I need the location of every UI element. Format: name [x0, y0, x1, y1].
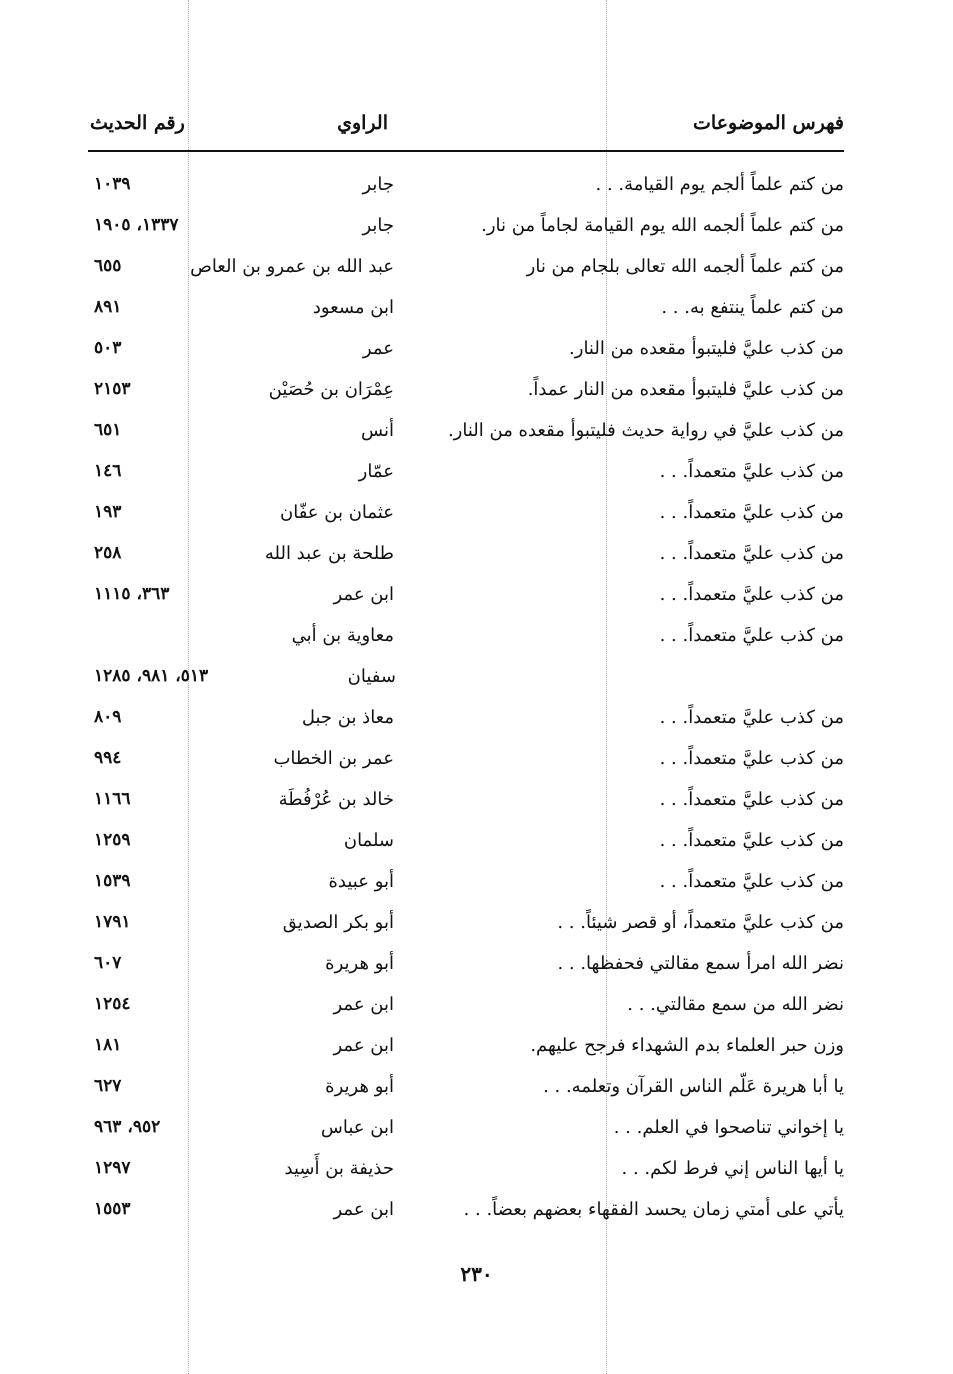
narrator-cell: جابر	[362, 215, 394, 236]
hadith-number-cell: ٢٥٨	[94, 543, 122, 563]
table-row	[88, 785, 844, 826]
hadith-number-cell: ٥١٣، ٩٨١، ١٢٨٥	[94, 666, 209, 686]
table-row	[88, 990, 844, 1031]
table-row	[88, 1113, 844, 1154]
table-row	[88, 703, 844, 744]
topic-cell: من كذب عليَّ فليتبوأ مقعده من النار.	[569, 338, 844, 359]
table-row	[88, 539, 844, 580]
narrator-cell: عمر	[362, 338, 394, 359]
narrator-cell: ابن عباس	[320, 1117, 394, 1138]
topic-cell: من كذب عليَّ متعمداً. . .	[659, 871, 844, 892]
hadith-number-cell: ١٤٦	[94, 461, 122, 481]
topic-cell: من كذب عليَّ في رواية حديث فليتبوأ مقعده من النار.	[447, 420, 844, 441]
table-row	[88, 1031, 844, 1072]
hadith-number-cell: ٦٢٧	[94, 1076, 122, 1096]
topic-cell: من كذب عليَّ متعمداً. . .	[659, 543, 844, 564]
narrator-cell: ابن مسعود	[312, 297, 394, 318]
hadith-number-cell: ٩٥٢، ٩٦٣	[94, 1117, 161, 1137]
hadith-number-cell: ٦٥٥	[94, 256, 122, 276]
narrator-cell: ابن عمر	[333, 994, 394, 1015]
table-row	[88, 867, 844, 908]
page-number: ٢٣٠	[460, 1262, 493, 1286]
table-row	[88, 375, 844, 416]
hadith-number-cell: ٥٠٣	[94, 338, 122, 358]
narrator-cell: ابن عمر	[333, 1035, 394, 1056]
topic-cell: من كذب عليَّ فليتبوأ مقعده من النار عمداً.	[527, 379, 844, 400]
hadith-number-cell: ٦٥١	[94, 420, 122, 440]
topic-cell: من كذب عليَّ متعمداً. . .	[659, 830, 844, 851]
header-topic: فهرس الموضوعات	[693, 112, 844, 134]
table-row	[88, 826, 844, 867]
hadith-number-cell: ١٨١	[94, 1035, 122, 1055]
hadith-number-cell: ١٢٥٩	[94, 830, 131, 850]
narrator-cell: ابن عمر	[333, 1199, 394, 1220]
narrator-cell: أبو بكر الصديق	[282, 912, 394, 933]
topic-cell: من كذب عليَّ متعمداً. . .	[659, 625, 844, 646]
hadith-number-cell: ١٥٥٣	[94, 1199, 131, 1219]
narrator-cell: أبو هريرة	[325, 953, 394, 974]
table-row	[88, 1195, 844, 1236]
narrator-cell: سلمان	[343, 830, 394, 851]
hadith-number-cell: ١٠٣٩	[94, 174, 131, 194]
topic-cell: من كذب عليَّ متعمداً، أو قصر شيئاً. . .	[557, 912, 844, 933]
topic-cell: من كذب عليَّ متعمداً. . .	[659, 461, 844, 482]
narrator-cell: عمر بن الخطاب	[273, 748, 394, 769]
narrator-cell: عبد الله بن عمرو بن العاص	[190, 256, 394, 277]
narrator-cell: جابر	[362, 174, 394, 195]
topic-cell: يا أبا هريرة عَلّم الناس القرآن وتعلمه. . .	[543, 1076, 844, 1097]
table-row	[88, 744, 844, 785]
hadith-number-cell: ١٥٣٩	[94, 871, 131, 891]
topic-cell: من كذب عليَّ متعمداً. . .	[659, 707, 844, 728]
narrator-cell: عثمان بن عفّان	[280, 502, 394, 523]
hadith-number-cell: ١٩٣	[94, 502, 122, 522]
hadith-number-cell: ٨٩١	[94, 297, 122, 317]
topic-cell: من كذب عليَّ متعمداً. . .	[659, 748, 844, 769]
topic-cell: من كتم علماً ألجم يوم القيامة. . .	[595, 174, 844, 195]
table-row	[88, 580, 844, 621]
hadith-number-cell: ١٧٩١	[94, 912, 131, 932]
topic-cell: من كتم علماً ينتفع به. . .	[661, 297, 844, 318]
topic-cell: وزن حبر العلماء بدم الشهداء فرجح عليهم.	[530, 1035, 844, 1056]
narrator-cell: معاذ بن جبل	[301, 707, 394, 728]
table-row	[88, 498, 844, 539]
header-hadith-number: رقم الحديث	[90, 112, 185, 134]
narrator-cell: طلحة بن عبد الله	[264, 543, 394, 564]
table-row	[88, 211, 844, 252]
hadith-number-cell: ١٣٣٧، ١٩٠٥	[94, 215, 179, 235]
hadith-number-cell: ٦٠٧	[94, 953, 122, 973]
narrator-cell: معاوية بن أبي	[291, 625, 394, 646]
table-row	[88, 949, 844, 990]
table-row	[88, 293, 844, 334]
table-row	[88, 621, 844, 662]
header-rule	[88, 150, 844, 152]
topic-cell: من كذب عليَّ متعمداً. . .	[659, 584, 844, 605]
hadith-number-cell: ٢١٥٣	[94, 379, 131, 399]
header-narrator: الراوي	[337, 112, 388, 134]
topic-cell: من كذب عليَّ متعمداً. . .	[659, 789, 844, 810]
hadith-number-cell: ١١٦٦	[94, 789, 131, 809]
hadith-number-cell: ١٢٩٧	[94, 1158, 131, 1178]
narrator-cell: خالد بن عُرْفُطَة	[278, 789, 394, 810]
topic-cell: من كتم علماً ألجمه الله يوم القيامة لجاماً من نار.	[481, 215, 844, 236]
topic-cell: يأتي على أمتي زمان يحسد الفقهاء بعضهم بعضاً. . .	[463, 1199, 844, 1220]
table-row	[88, 416, 844, 457]
narrator-cell: ابن عمر	[333, 584, 394, 605]
topic-cell: نضر الله امرأ سمع مقالتي فحفظها. . .	[557, 953, 844, 974]
hadith-number-cell: ٨٠٩	[94, 707, 122, 727]
topic-cell: من كذب عليَّ متعمداً. . .	[659, 502, 844, 523]
hadith-number-cell: ٩٩٤	[94, 748, 122, 768]
table-row	[88, 457, 844, 498]
narrator-cell: عمّار	[358, 461, 394, 482]
table-row	[88, 1154, 844, 1195]
narrator-cell: أبو عبيدة	[328, 871, 394, 892]
table-row	[88, 1072, 844, 1113]
narrator-cell: سفيان	[347, 666, 396, 687]
topic-cell: نضر الله من سمع مقالتي. . .	[627, 994, 844, 1015]
hadith-number-cell: ٣٦٣، ١١١٥	[94, 584, 170, 604]
topic-cell: يا أيها الناس إني فرط لكم. . .	[621, 1158, 844, 1179]
narrator-cell: أبو هريرة	[325, 1076, 394, 1097]
hadith-number-cell: ١٢٥٤	[94, 994, 131, 1014]
index-table	[88, 170, 844, 1236]
table-row	[88, 662, 844, 703]
index-header	[88, 112, 844, 146]
narrator-cell: حذيفة بن أَسِيد	[284, 1158, 394, 1179]
narrator-cell: أنس	[361, 420, 394, 441]
table-row	[88, 908, 844, 949]
table-row	[88, 170, 844, 211]
table-row	[88, 252, 844, 293]
topic-cell: من كتم علماً ألجمه الله تعالى بلجام من نار	[526, 256, 844, 277]
table-row	[88, 334, 844, 375]
narrator-cell: عِمْرَان بن حُصَيْن	[268, 379, 394, 400]
topic-cell: يا إخواني تناصحوا في العلم. . .	[613, 1117, 844, 1138]
